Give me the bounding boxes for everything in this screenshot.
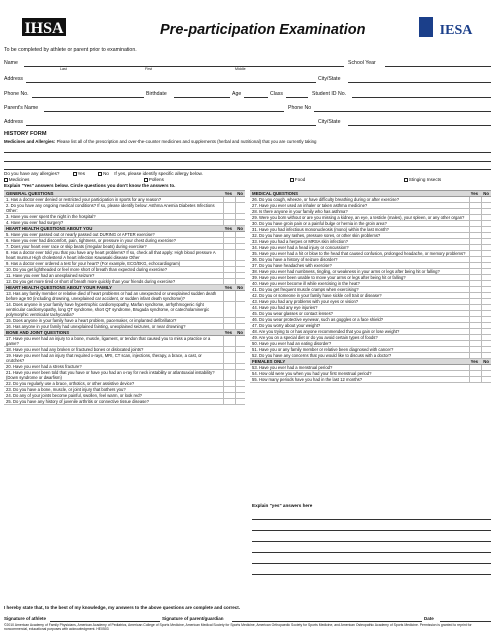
parents-name-label: Parent's Name: [4, 105, 39, 111]
history-form-title: HISTORY FORM: [4, 131, 47, 137]
question-text: 52. Do you have any concerns that you would like to discuss with a doctor?: [252, 353, 392, 358]
yes-column-label: Yes: [470, 359, 478, 364]
explain-line-3[interactable]: [252, 541, 491, 542]
question-text: 29. Were you born without or are you missing a kidney, an eye, a testicle (males), your spleen, or any other organ?: [252, 215, 465, 220]
yes-no-answer-cells[interactable]: [223, 232, 245, 237]
birthdate-label: Birthdate: [146, 91, 167, 97]
yes-no-answer-cells[interactable]: [469, 221, 491, 226]
age-label: Age: [232, 91, 242, 97]
yes-no-answer-cells[interactable]: [223, 197, 245, 202]
medicines-line-2[interactable]: [4, 161, 491, 162]
question-text: 32. Do you have any rashes, pressure sores, or other skin problems?: [252, 233, 381, 238]
explain-yes-label: Explain "yes" answers here: [252, 503, 313, 508]
class-label: Class: [270, 91, 283, 97]
section-title: MEDICAL QUESTIONS: [252, 191, 298, 196]
explain-line-4[interactable]: [252, 552, 491, 553]
yes-column-label: Yes: [470, 191, 478, 196]
question-text: 38. Have you ever had numbness, tingling, or weakness in your arms or legs after being hit or falling?: [252, 269, 440, 274]
signature-parent-field[interactable]: [232, 621, 422, 622]
yes-no-answer-cells[interactable]: [469, 305, 491, 310]
no-column-label: No: [483, 359, 489, 364]
question-text: 39. Have you ever been unable to move your arms or legs after being hit or falling?: [252, 275, 406, 280]
school-year-field[interactable]: [385, 66, 491, 67]
allergy-insects-checkbox[interactable]: [404, 178, 408, 182]
yes-no-answer-cells[interactable]: [223, 244, 245, 249]
explain-line-6[interactable]: [252, 574, 491, 575]
question-text: 8. Has a doctor ever told you that you have any heart problems? If so, check all that apply: High blood pressure A heart murmur High cholesterol A heart infection Kawasaki disease Other: [6, 250, 216, 260]
yes-no-answer-cells[interactable]: [223, 336, 245, 346]
question-text: 34. Have you ever had a head injury or concussion?: [252, 245, 349, 250]
name-label: Name: [4, 60, 18, 66]
yes-no-answer-cells[interactable]: [223, 393, 245, 398]
svg-text:IESA: IESA: [439, 23, 473, 38]
yes-no-answer-cells[interactable]: [223, 273, 245, 278]
yes-no-answer-cells[interactable]: [223, 220, 245, 225]
parent-address-label: Address: [4, 119, 24, 125]
question-text: 15. Does anyone in your family have a heart problem, pacemaker, or implanted defibrillator?: [6, 318, 177, 323]
yes-no-answer-cells[interactable]: [469, 311, 491, 316]
yes-no-answer-cells[interactable]: [469, 227, 491, 232]
yes-no-answer-cells[interactable]: [223, 381, 245, 386]
address-field[interactable]: [26, 82, 316, 83]
question-text: 20. Have you ever had a stress fracture?: [6, 364, 82, 369]
yes-no-answer-cells[interactable]: [469, 365, 491, 370]
iesa-logo: [418, 12, 476, 42]
yes-no-answer-cells[interactable]: [469, 239, 491, 244]
yes-no-answer-cells[interactable]: [223, 364, 245, 369]
no-column-label: No: [237, 330, 243, 335]
question-text: 36. Do you have a history of seizure disorder?: [252, 257, 338, 262]
question-text: 5. Have you ever passed out or nearly passed out DURING or AFTER exercise?: [6, 232, 155, 237]
section-title: HEART HEALTH QUESTIONS ABOUT YOU: [6, 226, 93, 231]
section-title: GENERAL QUESTIONS: [6, 191, 54, 196]
yes-no-answer-cells[interactable]: [223, 347, 245, 352]
question-text: 18. Have you ever had any broken or fractured bones or dislocated joints?: [6, 347, 144, 352]
medicines-line-1[interactable]: [4, 152, 491, 153]
yes-no-answer-cells[interactable]: [223, 318, 245, 323]
allergy-no-checkbox[interactable]: [98, 172, 102, 176]
phone-field[interactable]: [32, 97, 144, 98]
question-text: 17. Have you ever had an injury to a bone, muscle, ligament, or tendon that caused you to miss a practice or a game?: [6, 336, 211, 346]
parent-phone-label: Phone No: [288, 105, 312, 111]
question-row: [4, 291, 245, 302]
signature-athlete-label: Signature of athlete: [4, 616, 47, 621]
phone-label: Phone No.: [4, 91, 29, 97]
yes-no-answer-cells[interactable]: [469, 353, 491, 358]
yes-no-answer-cells[interactable]: [223, 387, 245, 392]
parent-phone-field[interactable]: [314, 111, 491, 112]
middle-label: Middle: [235, 67, 246, 71]
question-text: 25. Do you have any history of juvenile arthritis or connective tissue disease?: [6, 399, 149, 404]
allergy-pollens-checkbox[interactable]: [144, 178, 148, 182]
name-field[interactable]: [24, 66, 344, 67]
yes-no-answer-cells[interactable]: [223, 399, 245, 404]
svg-text:IHSA: IHSA: [24, 20, 64, 37]
question-text: 42. Do you or someone in your family have sickle cell trait or disease?: [252, 293, 382, 298]
medicines-line-3[interactable]: [4, 169, 491, 170]
question-text: 1. Has a doctor ever denied or restricted your participation in sports for any reason?: [6, 197, 162, 202]
question-text: 43. Have you had any problems with your eyes or vision?: [252, 299, 359, 304]
yes-no-answer-cells[interactable]: [223, 238, 245, 243]
question-row: [4, 353, 245, 364]
question-row: [4, 399, 245, 405]
question-text: 2. Do you have any ongoing medical conditions? If so, please identify below: Asthma Anemia Diabetes Infections Other:: [6, 203, 215, 213]
student-id-label: Student ID No.: [312, 91, 347, 97]
question-text: 45. Do you wear glasses or contact lenses?: [252, 311, 334, 316]
page-title: Pre-participation Examination: [160, 22, 366, 38]
yes-no-answer-cells[interactable]: [223, 302, 245, 317]
copyright-footer: ©2010 American Academy of Family Physicians, American Academy of Pediatrics, American College of Sports Medicine, American Medical Society for Sports Medicine, American Orthopaedic Society for Sports Medicine, and American Osteopathic Academy of Sports Medicine. Permission is granted to reprint for noncommercial, educational purposes with acknowledgment. HE0503: [4, 623, 472, 631]
parent-city-state-label: City/State: [318, 119, 341, 125]
right-question-table: [250, 190, 491, 383]
yes-no-answer-cells[interactable]: [469, 215, 491, 220]
question-text: 50. Have you ever had an eating disorder?: [252, 341, 332, 346]
question-text: 9. Has a doctor ever ordered a test for your heart? (For example, ECG/EKG, echocardiogram): [6, 261, 181, 266]
yes-no-answer-cells[interactable]: [469, 377, 491, 382]
question-text: 40. Have you ever become ill while exercising in the heat?: [252, 281, 360, 286]
question-text: 35. Have you ever had a hit or blow to the head that caused confusion, prolonged headache, or memory problems?: [252, 251, 466, 256]
last-label: Last: [60, 67, 67, 71]
left-question-table: [4, 190, 245, 405]
address-label: Address: [4, 76, 24, 82]
yes-no-answer-cells[interactable]: [469, 275, 491, 280]
yes-no-answer-cells[interactable]: [223, 261, 245, 266]
age-field[interactable]: [244, 97, 268, 98]
yes-no-answer-cells[interactable]: [469, 251, 491, 256]
yes-no-answer-cells[interactable]: [223, 324, 245, 329]
question-text: 55. How many periods have you had in the last 12 months?: [252, 377, 363, 382]
question-text: 10. Do you get lightheaded or feel more short of breath than expected during exercise?: [6, 267, 168, 272]
question-text: 37. Do you have headaches with exercise?: [252, 263, 332, 268]
question-text: 31. Have you had infectious mononucleosis (mono) within the last month?: [252, 227, 389, 232]
yes-no-answer-cells[interactable]: [223, 250, 245, 260]
explain-line-5[interactable]: [252, 563, 491, 564]
question-text: 26. Do you cough, wheeze, or have difficulty breathing during or after exercise?: [252, 197, 400, 202]
question-text: 4. Have you ever had surgery?: [6, 220, 64, 225]
question-text: 3. Have you ever spent the night in the hospital?: [6, 214, 96, 219]
date-label: Date: [424, 616, 434, 621]
question-text: 47. Do you worry about your weight?: [252, 323, 321, 328]
yes-no-answer-cells[interactable]: [469, 323, 491, 328]
yes-no-answer-cells[interactable]: [223, 279, 245, 284]
yes-column-label: Yes: [224, 285, 232, 290]
yes-no-answer-cells[interactable]: [469, 281, 491, 286]
question-text: 49. Are you on a special diet or do you avoid certain types of foods?: [252, 335, 378, 340]
question-row: [4, 302, 245, 318]
no-column-label: No: [237, 285, 243, 290]
question-text: 22. Do you regularly use a brace, orthotics, or other assistive device?: [6, 381, 135, 386]
question-row: [4, 336, 245, 347]
question-text: 16. Has anyone in your family had unexplained fainting, unexplained seizures, or near drowning?: [6, 324, 186, 329]
question-text: 53. Have you ever had a menstrual period?: [252, 365, 333, 370]
class-field[interactable]: [286, 97, 308, 98]
question-row: [4, 203, 245, 214]
first-label: First: [145, 67, 152, 71]
explain-line-1[interactable]: [252, 519, 491, 520]
question-text: 44. Have you had any eye injuries?: [252, 305, 318, 310]
yes-no-answer-cells[interactable]: [469, 209, 491, 214]
signature-parent-label: Signature of parent/guardian: [162, 616, 224, 621]
yes-no-answer-cells[interactable]: [469, 299, 491, 304]
question-text: 21. Have you ever been told that you have or have you had an x-ray for neck instability or atlantoaxial instability? (Down syndrome or dwarfism): [6, 370, 215, 380]
question-text: 11. Have you ever had an unexplained seizure?: [6, 273, 95, 278]
yes-no-answer-cells[interactable]: [469, 335, 491, 340]
yes-no-answer-cells[interactable]: [469, 269, 491, 274]
no-column-label: No: [483, 191, 489, 196]
parent-address-field[interactable]: [26, 125, 316, 126]
question-row: [250, 377, 491, 383]
school-year-label: School Year: [348, 60, 376, 66]
yes-column-label: Yes: [224, 191, 232, 196]
birthdate-field[interactable]: [174, 97, 230, 98]
allergy-medicines-checkbox[interactable]: [4, 178, 8, 182]
question-text: 28. Is there anyone in your family who has asthma?: [252, 209, 348, 214]
allergy-food-checkbox[interactable]: [290, 178, 294, 182]
yes-no-answer-cells[interactable]: [223, 203, 245, 213]
yes-no-answer-cells[interactable]: [223, 370, 245, 380]
yes-no-answer-cells[interactable]: [223, 214, 245, 219]
instructions: To be completed by athlete or parent prior to examination.: [4, 47, 137, 53]
yes-no-answer-cells[interactable]: [469, 245, 491, 250]
question-text: 13. Has any family member or relative died of heart problems or had an unexpected or unexplained sudden death before age 50 (including drowning, unexplained car accident, or sudden infant death syndrome)?: [6, 291, 217, 301]
allergy-yes-checkbox[interactable]: [73, 172, 77, 176]
yes-no-answer-cells[interactable]: [223, 291, 245, 301]
question-text: 46. Do you wear protective eyewear, such as goggles or a face shield?: [252, 317, 384, 322]
question-text: 14. Does anyone in your family have hypertrophic cardiomyopathy, Marfan syndrome, arrhythmogenic right ventricular cardiomyopathy, long QT syndrome, short QT syndrome, Brugada syndrome, or catecholaminergic polymorphic ventricular tachycardia?: [6, 302, 210, 317]
no-column-label: No: [237, 226, 243, 231]
explain-instructions: Explain "Yes" answers below. Circle questions you don't know the answers to.: [4, 183, 176, 188]
question-text: 41. Do you get frequent muscle cramps when exercising?: [252, 287, 359, 292]
yes-no-answer-cells[interactable]: [469, 347, 491, 352]
yes-no-answer-cells[interactable]: [469, 287, 491, 292]
section-title: BONE AND JOINT QUESTIONS: [6, 330, 70, 335]
question-row: [4, 250, 245, 261]
yes-no-answer-cells[interactable]: [469, 263, 491, 268]
ihsa-logo: [20, 12, 68, 42]
yes-no-answer-cells[interactable]: [469, 233, 491, 238]
question-text: 27. Have you ever used an inhaler or taken asthma medicine?: [252, 203, 368, 208]
certification-statement: I hereby state that, to the best of my knowledge, my answers to the above questions are complete and correct.: [4, 605, 241, 610]
yes-no-answer-cells[interactable]: [469, 317, 491, 322]
question-text: 30. Do you have groin pain or a painful bulge or hernia in the groin area?: [252, 221, 387, 226]
yes-no-answer-cells[interactable]: [469, 197, 491, 202]
no-column-label: No: [237, 191, 243, 196]
yes-no-answer-cells[interactable]: [469, 329, 491, 334]
city-state-field[interactable]: [348, 82, 491, 83]
question-text: 6. Have you ever had discomfort, pain, tightness, or pressure in your chest during exercise?: [6, 238, 176, 243]
question-text: 12. Do you get more tired or short of breath more quickly than your friends during exercise?: [6, 279, 176, 284]
parent-city-state-field[interactable]: [348, 125, 491, 126]
explain-line-2[interactable]: [252, 530, 491, 531]
question-text: 23. Do you have a bone, muscle, or joint injury that bothers you?: [6, 387, 126, 392]
question-text: 33. Have you had a herpes or MRSA skin infection?: [252, 239, 348, 244]
yes-no-answer-cells[interactable]: [223, 353, 245, 363]
section-title: FEMALES ONLY: [252, 359, 286, 364]
question-row: [4, 370, 245, 381]
yes-no-answer-cells[interactable]: [469, 341, 491, 346]
section-title: HEART HEALTH QUESTIONS ABOUT YOUR FAMILY: [6, 285, 112, 290]
question-text: 7. Does your heart ever race or skip beats (irregular beats) during exercise?: [6, 244, 147, 249]
question-text: 51. Have you or any family member or relative been diagnosed with cancer?: [252, 347, 394, 352]
medicines-instructions: Medicines and Allergies: Please list all of the prescription and over-the-counter medicines and supplements (herbal and nutritional) that you are currently taking: [4, 139, 317, 144]
yes-no-answer-cells[interactable]: [469, 293, 491, 298]
city-state-label: City/State: [318, 76, 341, 82]
allergy-types: Medicines Pollens Food Stinging Insects: [4, 177, 491, 182]
question-text: 54. How old were you when you had your first menstrual period?: [252, 371, 372, 376]
student-id-field[interactable]: [352, 97, 491, 98]
yes-no-answer-cells[interactable]: [469, 371, 491, 376]
yes-no-answer-cells[interactable]: [469, 257, 491, 262]
date-field[interactable]: [440, 621, 491, 622]
allergies-question: Do you have any allergies? Yes No If yes, please identify specific allergy below.: [4, 171, 203, 176]
parents-name-field[interactable]: [44, 111, 284, 112]
yes-no-answer-cells[interactable]: [469, 203, 491, 208]
question-text: 19. Have you ever had an injury that required x-rays, MRI, CT scan, injections, therapy, a brace, a cast, or crutches?: [6, 353, 202, 363]
question-text: 48. Are you trying to or has anyone recommended that you gain or lose weight?: [252, 329, 400, 334]
yes-column-label: Yes: [224, 330, 232, 335]
question-text: 24. Do any of your joints become painful, swollen, feel warm, or look red?: [6, 393, 142, 398]
signature-athlete-field[interactable]: [50, 621, 160, 622]
yes-column-label: Yes: [224, 226, 232, 231]
yes-no-answer-cells[interactable]: [223, 267, 245, 272]
